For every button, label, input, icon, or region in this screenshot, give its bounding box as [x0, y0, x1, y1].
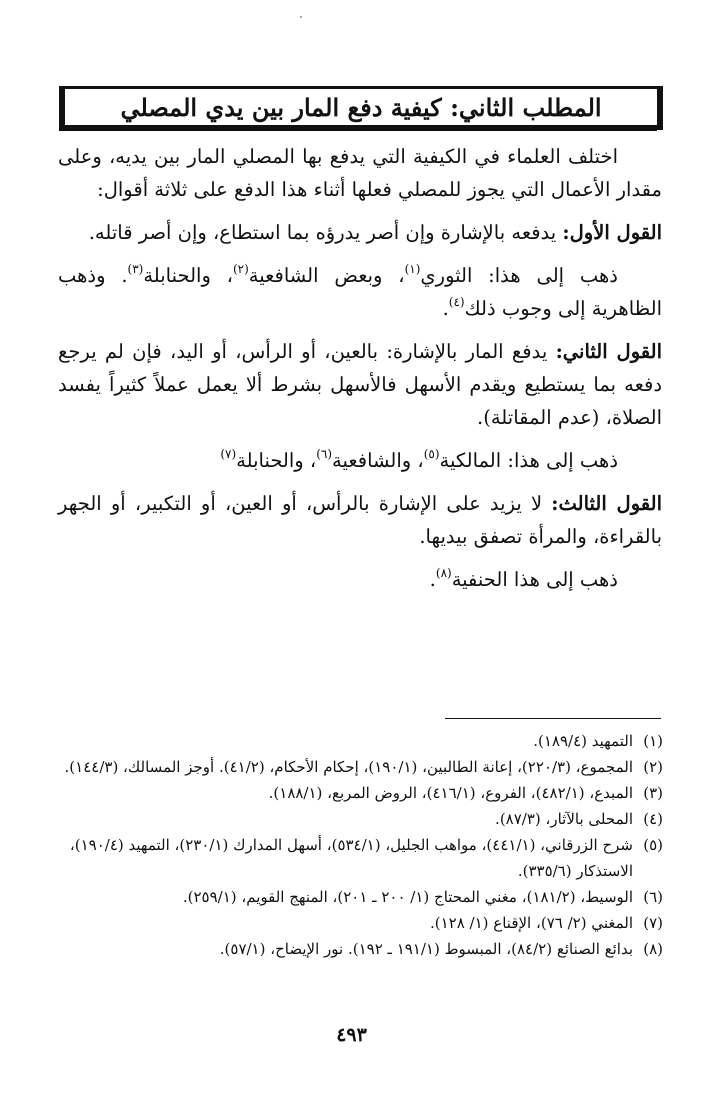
footnote-text: الوسيط، (١٨١/٢)، مغني المحتاج (١/ ٢٠٠ ـ ٢٠١)، المنهج القويم، (٢٥٩/١).: [182, 888, 633, 906]
sources-text: ، والشافعية: [332, 449, 424, 472]
footnote-text: بدائع الصنائع (٨٤/٢)، المبسوط (١٩١/١ ـ ١٩٢). نور الإيضاح، (٥٧/١).: [219, 940, 633, 958]
footnote-ref-5: (٥): [423, 447, 440, 461]
opinion-2-sources: [58, 444, 662, 477]
footnotes: [50, 728, 663, 962]
opinion-3-sources: [58, 563, 662, 596]
footnote-ref-2: (٢): [232, 262, 249, 276]
footnote-number: (٧): [643, 914, 663, 932]
footnote-ref-7: (٧): [220, 447, 237, 461]
opinion-2: [58, 335, 662, 434]
footnote-ref-1: (١): [404, 262, 421, 276]
footnote-3: [50, 780, 663, 806]
opinion-1-sources: [58, 259, 662, 325]
footnote-ref-3: (٣): [127, 262, 144, 276]
footnote-text: شرح الزرقاني، (٤٤١/١)، مواهب الجليل، (٥٣٤/١)، أسهل المدارك (٢٣٠/١)، التمهيد (١٩٠/٤)، الاستذكار (٣٣٥/٦).: [69, 836, 633, 880]
footnote-ref-4: (٤): [448, 295, 465, 309]
opinion-1-text: يدفعه بالإشارة وإن أصر يدرؤه بما استطاع، وإن أصر قاتله.: [88, 221, 557, 244]
footnote-text: المغني (٢/ ٧٦)، الإقناع (١/ ١٢٨).: [429, 914, 633, 932]
footnote-text: المحلى بالآثار، (٨٧/٣).: [495, 810, 633, 828]
footnote-ref-8: (٨): [435, 566, 452, 580]
title-box-left-cap: [59, 86, 65, 130]
sources-text: ذهب إلى هذا: المالكية: [439, 449, 618, 472]
opinion-1: [58, 216, 662, 249]
footnote-number: (٢): [643, 758, 663, 776]
sources-text: ، والحنابلة: [236, 449, 317, 472]
footnote-number: (٦): [643, 888, 663, 906]
section-title: المطلب الثاني: كيفية دفع المار بين يدي المصلي: [120, 92, 602, 122]
footnote-ref-6: (٦): [316, 447, 333, 461]
footnote-1: [50, 728, 663, 754]
sources-text: ذهب إلى هذا: الثوري: [420, 264, 618, 287]
opinion-3-label: القول الثالث:: [551, 492, 662, 515]
footnote-text: المبدع، (٤٨٢/١)، الفروع، (٤١٦/١)، الروض المربع، (١٨٨/١).: [268, 784, 633, 802]
opinion-1-label: القول الأول:: [562, 221, 662, 244]
footnote-7: [50, 910, 663, 936]
footnote-number: (٣): [643, 784, 663, 802]
footnote-number: (٥): [643, 836, 663, 854]
footnote-number: (٨): [643, 940, 663, 958]
sources-text: . وذهب الظاهرية إلى وجوب ذلك: [58, 264, 662, 320]
footnote-4: [50, 806, 663, 832]
sources-text: .: [442, 297, 449, 320]
scan-speck: [300, 16, 302, 18]
sources-text: ، وبعض الشافعية: [248, 264, 405, 287]
opinion-3: [58, 487, 662, 553]
title-box-right-cap: [657, 86, 663, 130]
footnote-8: [50, 936, 663, 962]
intro-paragraph: اختلف العلماء في الكيفية التي يدفع بها المصلي المار بين يديه، وعلى مقدار الأعمال التي يجوز للمصلي فعلها أثناء هذا الدفع على ثلاثة أقوال:: [58, 145, 662, 201]
main-text: [58, 140, 662, 596]
footnote-number: (٤): [643, 810, 663, 828]
sources-text: .: [429, 568, 436, 591]
footnote-5: [50, 832, 663, 884]
sources-text: ، والحنابلة: [143, 264, 233, 287]
footnote-number: (١): [643, 732, 663, 750]
opinion-2-text: يدفع المار بالإشارة: بالعين، أو الرأس، أو اليد، فإن لم يرجع دفعه بما يستطيع ويقدم الأسهل فالأسهل بشرط ألا يعمل عملاً كثيراً يفسد الصلاة، (عدم المقاتلة).: [58, 340, 662, 429]
opinion-3-text: لا يزيد على الإشارة بالرأس، أو العين، أو التكبير، أو الجهر بالقراءة، والمرأة تصفق بيديها.: [58, 492, 662, 548]
footnote-text: التمهيد (١٨٩/٤).: [533, 732, 633, 750]
footnote-2: [50, 754, 663, 780]
footnote-text: المجموع، (٢٢٠/٣)، إعانة الطالبين، (١٩٠/١)، إحكام الأحكام، (٤١/٢). أوجز المسالك، (١٤٤/٣).: [64, 758, 633, 776]
opinion-2-label: القول الثاني:: [555, 340, 662, 363]
footnote-6: [50, 884, 663, 910]
section-title-box: [62, 86, 660, 128]
page-number: ٤٩٣: [336, 1024, 367, 1046]
footnote-separator: [445, 718, 661, 719]
sources-text: ذهب إلى هذا الحنفية: [451, 568, 618, 591]
